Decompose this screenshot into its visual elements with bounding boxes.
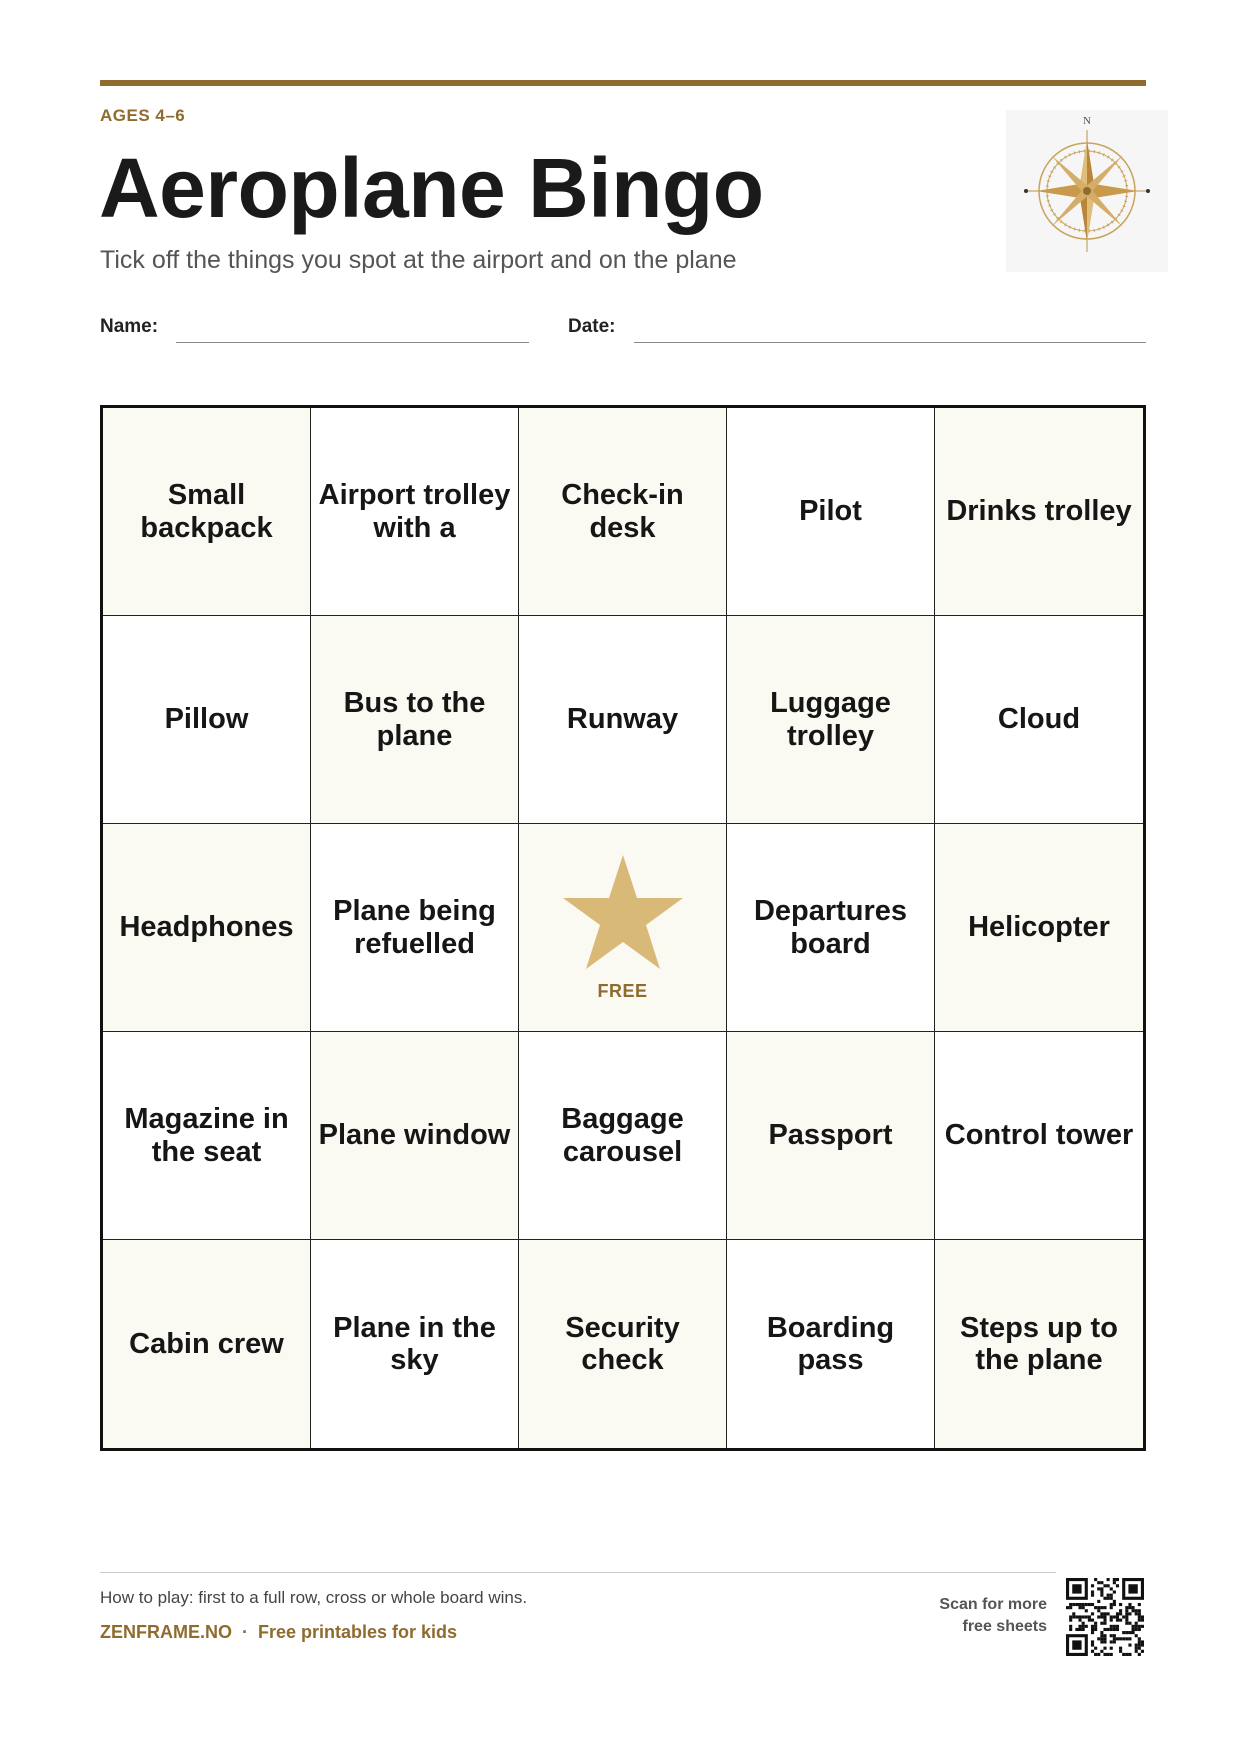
bingo-cell-label: Passport <box>768 1119 893 1152</box>
bingo-board <box>100 405 1146 1451</box>
bingo-cell[interactable] <box>103 616 311 824</box>
page-title: Aeroplane Bingo <box>99 141 764 235</box>
name-label: Name: <box>100 316 159 337</box>
bingo-cell[interactable] <box>935 616 1143 824</box>
age-range-label: AGES 4–6 <box>100 106 186 125</box>
bingo-cell[interactable] <box>727 824 935 1032</box>
bingo-cell-label: Cloud <box>997 703 1081 736</box>
bingo-cell-label: Plane window <box>318 1119 511 1152</box>
brand-separator: · <box>242 1622 248 1642</box>
bingo-cell[interactable] <box>727 616 935 824</box>
bingo-cell[interactable] <box>935 408 1143 616</box>
bingo-cell[interactable] <box>103 824 311 1032</box>
bingo-cell-label: Headphones <box>119 911 294 944</box>
bingo-cell-label: Control tower <box>944 1119 1134 1152</box>
bingo-cell[interactable] <box>103 408 311 616</box>
bingo-cell[interactable] <box>727 1032 935 1240</box>
bingo-cell-label: Cabin crew <box>129 1327 284 1360</box>
bingo-cell[interactable] <box>311 824 519 1032</box>
bingo-cell-label: Helicopter <box>968 911 1110 944</box>
bingo-cell[interactable] <box>311 1032 519 1240</box>
bingo-cell[interactable] <box>935 1032 1143 1240</box>
bingo-cell[interactable] <box>519 616 727 824</box>
bingo-cell-label: Plane being refuelled <box>333 895 496 960</box>
bingo-cell[interactable] <box>935 1240 1143 1448</box>
bingo-cell[interactable] <box>727 1240 935 1448</box>
bingo-cell[interactable] <box>103 1240 311 1448</box>
bingo-cell-label: Baggage carousel <box>561 1103 684 1168</box>
qr-code-icon[interactable] <box>1066 1578 1144 1656</box>
date-label: Date: <box>568 316 616 337</box>
footer-divider <box>100 1572 1056 1573</box>
scan-line-2: free sheets <box>962 1618 1047 1636</box>
bingo-cell-label: Bus to the plane <box>343 687 486 752</box>
compass-north-letter: N <box>1083 115 1091 127</box>
bingo-cell-label: Plane in the sky <box>333 1311 496 1376</box>
bingo-cell[interactable] <box>311 616 519 824</box>
bingo-cell-label: Airport trolley with a <box>318 479 511 544</box>
bingo-cell[interactable] <box>519 1032 727 1240</box>
top-accent-bar <box>100 80 1146 86</box>
bingo-cell[interactable] <box>727 408 935 616</box>
bingo-cell-label: Small backpack <box>140 479 273 544</box>
name-field[interactable] <box>176 342 529 343</box>
bingo-cell[interactable] <box>103 1032 311 1240</box>
bingo-cell-label: Steps up to the plane <box>960 1311 1118 1376</box>
star-icon <box>561 853 685 971</box>
bingo-cell[interactable] <box>935 824 1143 1032</box>
bingo-cell[interactable] <box>311 1240 519 1448</box>
date-field[interactable] <box>634 342 1146 343</box>
scan-caption <box>939 1594 1047 1639</box>
bingo-cell-label: Security check <box>565 1311 680 1376</box>
bingo-cell[interactable] <box>519 408 727 616</box>
bingo-cell-label: Boarding pass <box>766 1311 895 1376</box>
scan-line-1: Scan for more <box>939 1596 1047 1613</box>
free-space-label: FREE <box>597 981 648 1002</box>
bingo-cell-label: Magazine in the seat <box>124 1103 289 1168</box>
bingo-cell[interactable] <box>519 1240 727 1448</box>
brand-tagline: Free printables for kids <box>258 1622 458 1642</box>
bingo-cell-label: Luggage trolley <box>770 687 891 752</box>
bingo-cell-free[interactable] <box>519 824 727 1032</box>
bingo-cell-label: Runway <box>566 703 679 736</box>
brand-name[interactable]: ZENFRAME.NO <box>100 1622 232 1642</box>
page-subtitle: Tick off the things you spot at the airport and on the plane <box>100 246 737 274</box>
bingo-cell-label: Pillow <box>164 703 249 736</box>
footer-brand <box>100 1622 457 1643</box>
bingo-cell-label: Check-in desk <box>561 479 684 544</box>
bingo-cell[interactable] <box>311 408 519 616</box>
bingo-cell-label: Drinks trolley <box>946 495 1132 528</box>
compass-rose-icon <box>1006 110 1168 272</box>
bingo-cell-label: Pilot <box>799 495 862 528</box>
how-to-play-text: How to play: first to a full row, cross or whole board wins. <box>100 1588 528 1607</box>
bingo-cell-label: Departures board <box>753 895 908 960</box>
